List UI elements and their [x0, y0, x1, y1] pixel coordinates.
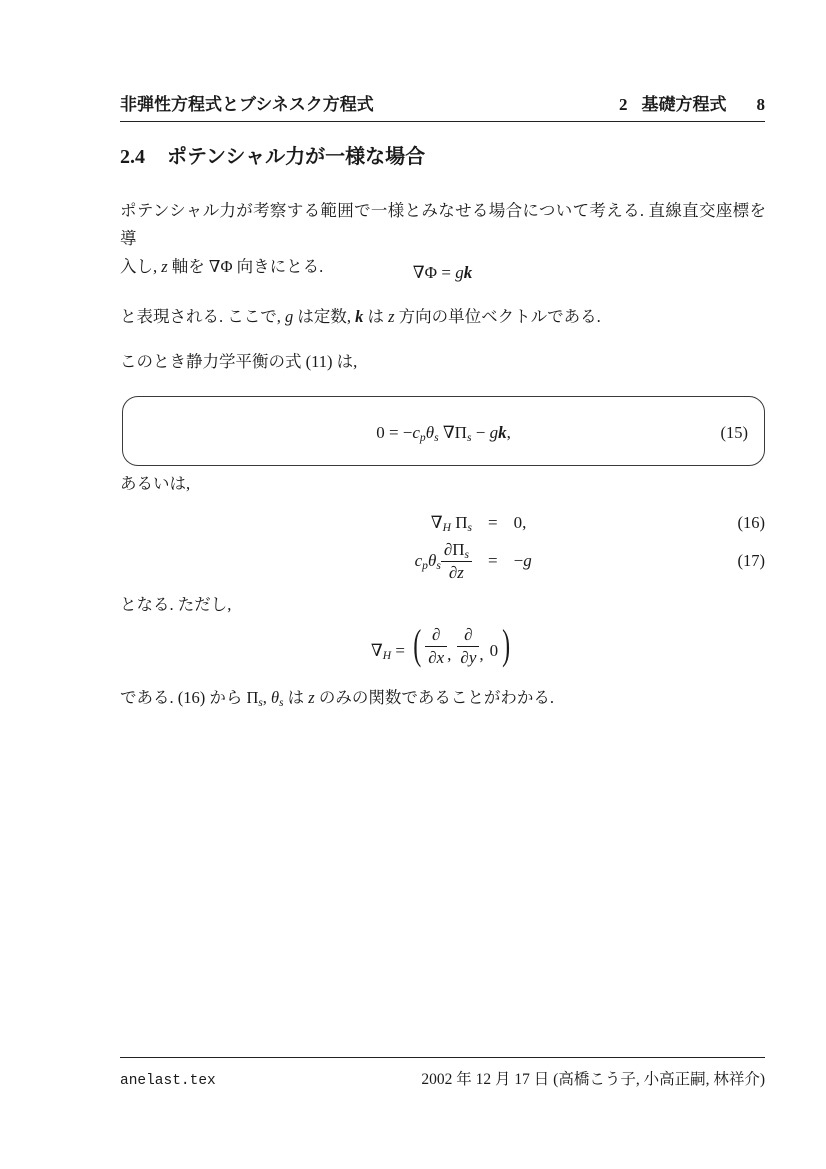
paragraph-4: あるいは, — [120, 474, 191, 493]
footer-date-authors: 2002 年 12 月 17 日 (高橋こう子, 小高正嗣, 林祥介) — [421, 1071, 765, 1088]
equation-16 — [120, 508, 765, 538]
section-number: 2.4 — [120, 146, 145, 168]
math-zero: 0 — [489, 641, 499, 660]
comma: , — [479, 645, 484, 664]
equation-label-17: (17) — [737, 551, 765, 570]
equation-grad-phi — [120, 259, 765, 287]
equation-label-16: (16) — [737, 513, 765, 532]
fraction-dpi-dz: $\frac{\partial\Pi_s}{\partial z}$ — [441, 540, 472, 583]
fraction-d-dy: $\frac{\partial}{\partial y}$ — [457, 625, 479, 668]
equation-16-rhs: 0, — [513, 513, 527, 532]
equation-label-15: (15) — [720, 423, 748, 442]
paragraph-6: である. (16) から $\Pi_s$, $\theta_s$ は z のみの関数であることがわかる. — [120, 688, 554, 710]
header-page-number: 8 — [756, 95, 765, 114]
math-var-z: z — [161, 257, 168, 276]
equation-nabla-h-lhs: $\nabla_H$ = — [370, 641, 405, 663]
footer-filename: anelast.tex — [120, 1073, 216, 1089]
equation-box — [122, 396, 765, 466]
math-pi-s: $\Pi_s$ — [246, 688, 263, 710]
math-var-z: z — [308, 688, 315, 707]
section-heading — [120, 140, 765, 169]
math-vector-k: k — [463, 263, 473, 282]
equation-17-lhs: $c_p\theta_s$ $\frac{\partial\Pi_s}{\partial z}$ — [120, 540, 472, 583]
header-chapter-number: 2 — [619, 95, 628, 114]
page-footer — [120, 1057, 765, 1089]
math-vector-k: k — [355, 307, 364, 326]
paragraph-3: このとき静力学平衡の式 (11) は, — [120, 352, 358, 371]
equation-nabla-h — [120, 621, 765, 671]
fraction-d-dx: $\frac{\partial}{\partial x}$ — [425, 625, 447, 668]
math-theta-s: θ — [271, 688, 280, 707]
math-vector-k: k — [498, 423, 507, 442]
header-doc-title: 非弾性方程式とブシネスク方程式 — [120, 95, 374, 114]
equation-grad-phi-body: ∇Φ = gk — [412, 263, 473, 282]
left-paren: ( — [413, 623, 422, 669]
paragraph-5: となる. ただし, — [120, 595, 232, 614]
paragraph-2: と表現される. ここで, g は定数, k は z 方向の単位ベクトルである. — [120, 307, 601, 326]
page-header — [120, 90, 765, 122]
header-chapter-info — [619, 90, 765, 115]
math-var-g: g — [285, 307, 294, 326]
equals-sign: = — [488, 513, 498, 532]
equals-sign: = — [488, 551, 498, 570]
math-var-z: z — [388, 307, 395, 326]
equation-16-lhs: $\nabla_H$ $\Pi_s$ — [430, 513, 472, 535]
math-nabla-phi: ∇Φ — [208, 257, 233, 276]
right-paren: ) — [502, 623, 511, 669]
equation-17-rhs: −g — [513, 551, 532, 570]
equation-15 — [123, 423, 764, 443]
equation-15-body: $0 = -c_p\theta_s$ $\nabla\Pi_s$ − gk, — [376, 423, 511, 445]
paragraph-1-line-1: ポテンシャル力が考察する範囲で一様とみなせる場合について考える. 直線直交座標を導 — [120, 201, 766, 248]
equation-17 — [120, 536, 765, 586]
paragraph-1-line-2: 入し, z 軸を ∇Φ 向きにとる. — [120, 257, 324, 276]
header-chapter-title: 基礎方程式 — [641, 95, 727, 114]
section-title: ポテンシャル力が一様な場合 — [167, 146, 426, 168]
comma: , — [447, 645, 452, 664]
